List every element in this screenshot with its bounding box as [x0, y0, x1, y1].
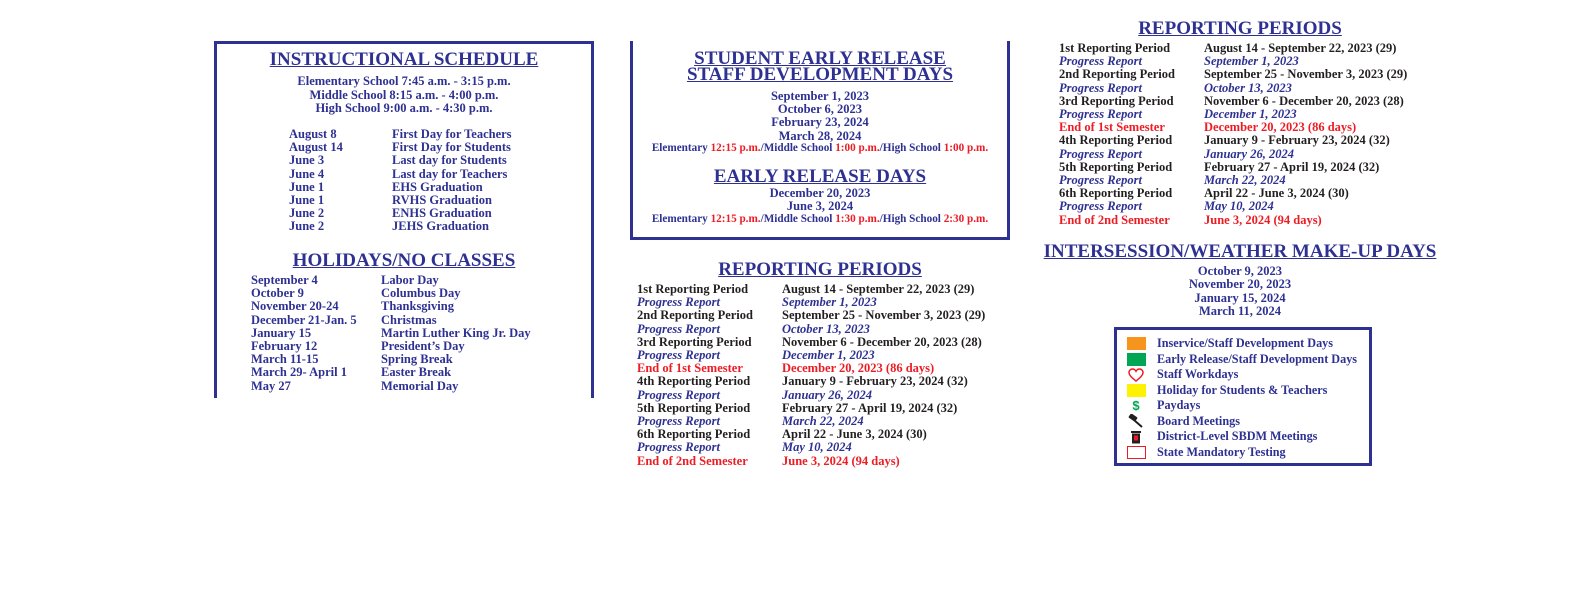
period-value: June 3, 2024 (94 days) [1204, 212, 1322, 227]
legend-label: State Mandatory Testing [1157, 444, 1286, 459]
intersession-dates [1040, 265, 1440, 318]
middle-label: /Middle School [760, 142, 836, 154]
period-value: January 26, 2024 [1204, 146, 1294, 161]
table-row [289, 154, 512, 167]
date-cell: March 29- April 1 [251, 365, 347, 380]
middle-label: /Middle School [760, 213, 836, 225]
heart-outline-icon [1125, 368, 1147, 381]
middle-time: Middle School 8:15 a.m. - 4:00 p.m. [309, 87, 499, 102]
event-cell: RVHS Graduation [392, 193, 492, 208]
table-row [1059, 134, 1407, 147]
event-cell: Thanksgiving [381, 299, 454, 314]
date-cell: June 1 [289, 179, 325, 194]
legend-label: District-Level SBDM Meetings [1157, 429, 1318, 444]
early-release-days-title: EARLY RELEASE DAYS [713, 166, 927, 187]
event-cell: First Day for Students [392, 140, 511, 155]
date-cell: December 21-Jan. 5 [251, 312, 357, 327]
period-label: Progress Report [1059, 80, 1142, 95]
early-release-dates [633, 90, 1007, 143]
early-release-times [633, 142, 1007, 155]
date-item: February 23, 2024 [771, 115, 869, 130]
event-cell: Last day for Teachers [392, 166, 508, 181]
instructional-schedule-box [214, 41, 594, 398]
legend-label: Paydays [1157, 398, 1201, 413]
period-value: May 10, 2024 [1204, 199, 1274, 214]
elementary-label: Elementary [651, 142, 711, 154]
period-value: April 22 - June 3, 2024 (30) [782, 427, 927, 442]
trash-can-icon [1125, 430, 1147, 443]
period-label: Progress Report [1059, 107, 1142, 122]
period-label: 1st Reporting Period [637, 282, 749, 296]
period-value: November 6 - December 20, 2023 (28) [782, 334, 982, 349]
legend-item [1125, 383, 1369, 399]
period-value: April 22 - June 3, 2024 (30) [1204, 186, 1349, 201]
period-label: 1st Reporting Period [1059, 41, 1171, 55]
legend-label: Early Release/Staff Development Days [1157, 351, 1358, 366]
date-item: October 6, 2023 [777, 102, 863, 117]
date-cell: June 1 [289, 193, 325, 208]
period-value: January 9 - February 23, 2024 (32) [782, 374, 968, 389]
legend-item [1125, 367, 1369, 383]
period-label: 5th Reporting Period [1059, 159, 1173, 174]
period-label: Progress Report [637, 295, 720, 310]
high-time: 1:00 p.m. [943, 142, 989, 154]
event-cell: Columbus Day [381, 286, 461, 301]
date-cell: August 8 [289, 127, 337, 141]
high-label: /High School [879, 213, 944, 225]
dollar-icon: $ [1132, 398, 1140, 414]
table-row [1059, 200, 1407, 213]
period-value: January 9 - February 23, 2024 (32) [1204, 133, 1390, 148]
legend-item [1125, 352, 1369, 368]
period-label: 4th Reporting Period [637, 374, 751, 389]
date-cell: October 9 [251, 286, 304, 301]
date-item: September 1, 2023 [770, 89, 870, 103]
legend-box [1114, 327, 1372, 466]
early-release-box [630, 41, 1010, 240]
period-value: December 1, 2023 [1204, 107, 1297, 122]
period-label: 5th Reporting Period [637, 400, 751, 415]
event-cell: Martin Luther King Jr. Day [381, 325, 531, 340]
period-label: Progress Report [1059, 146, 1142, 161]
event-cell: First Day for Teachers [392, 127, 512, 141]
period-label: End of 2nd Semester [1059, 212, 1170, 227]
event-cell: Christmas [381, 312, 437, 327]
table-row [289, 220, 512, 233]
date-cell: November 20-24 [251, 299, 339, 314]
period-value: December 20, 2023 (86 days) [1204, 120, 1357, 135]
period-value: October 13, 2023 [782, 321, 870, 336]
yellow-square-icon [1125, 384, 1147, 397]
reporting-periods-title-right: REPORTING PERIODS [1138, 18, 1342, 39]
period-value: February 27 - April 19, 2024 (32) [782, 400, 958, 415]
student-early-release-title [633, 48, 1007, 85]
legend-item [1125, 414, 1369, 430]
period-label: 2nd Reporting Period [1059, 67, 1175, 82]
high-time: 2:30 p.m. [943, 213, 989, 225]
date-cell: June 4 [289, 166, 325, 181]
gavel-icon [1125, 415, 1147, 428]
period-label: 6th Reporting Period [1059, 186, 1173, 201]
high-label: /High School [879, 142, 944, 154]
orange-square-icon [1125, 337, 1147, 350]
period-value: September 25 - November 3, 2023 (29) [782, 308, 986, 323]
period-value: November 6 - December 20, 2023 (28) [1204, 93, 1404, 108]
table-row [251, 300, 531, 313]
title-line-2: STAFF DEVELOPMENT DAYS [686, 64, 954, 85]
period-label: End of 2nd Semester [637, 453, 748, 468]
period-value: August 14 - September 22, 2023 (29) [782, 282, 975, 296]
table-row [251, 314, 531, 327]
period-label: 4th Reporting Period [1059, 133, 1173, 148]
period-label: Progress Report [637, 348, 720, 363]
period-label: 3rd Reporting Period [637, 334, 752, 349]
event-cell: President’s Day [381, 339, 465, 354]
table-row [637, 389, 985, 402]
elementary-label: Elementary [651, 213, 711, 225]
date-cell: August 14 [289, 140, 343, 155]
instructional-schedule-title: INSTRUCTIONAL SCHEDULE [269, 49, 539, 70]
reporting-periods-table-right [1059, 42, 1407, 227]
table-row [1059, 82, 1407, 95]
period-value: May 10, 2024 [782, 440, 852, 455]
period-label: 3rd Reporting Period [1059, 93, 1174, 108]
period-value: August 14 - September 22, 2023 (29) [1204, 41, 1397, 55]
period-value: September 1, 2023 [782, 295, 877, 310]
table-row [637, 375, 985, 388]
period-value: October 13, 2023 [1204, 80, 1292, 95]
holidays-table [251, 274, 531, 393]
intersession-title: INTERSESSION/WEATHER MAKE-UP DAYS [1043, 241, 1437, 262]
event-cell: Memorial Day [381, 378, 459, 393]
period-label: Progress Report [637, 414, 720, 429]
period-value: March 22, 2024 [782, 414, 864, 429]
middle-time: 1:00 p.m. [835, 142, 880, 154]
date-item: November 20, 2023 [1188, 277, 1292, 292]
high-time: High School 9:00 a.m. - 4:30 p.m. [315, 101, 493, 115]
date-cell: June 2 [289, 206, 325, 221]
period-value: September 1, 2023 [1204, 54, 1299, 69]
date-cell: February 12 [251, 339, 318, 354]
legend-label: Staff Workdays [1157, 367, 1239, 382]
period-label: Progress Report [637, 321, 720, 336]
legend-item [1125, 429, 1369, 445]
table-row [637, 441, 985, 454]
table-row [251, 380, 531, 393]
date-cell: June 3 [289, 153, 325, 168]
event-cell: Easter Break [381, 365, 452, 380]
title-line-1: STUDENT EARLY RELEASE [694, 48, 946, 69]
table-row [251, 366, 531, 379]
period-value: February 27 - April 19, 2024 (32) [1204, 159, 1380, 174]
elementary-time: 12:15 p.m. [710, 213, 761, 225]
early-release-days-dates [633, 187, 1007, 213]
period-label: 2nd Reporting Period [637, 308, 753, 323]
period-value: December 20, 2023 (86 days) [782, 361, 935, 376]
period-value: June 3, 2024 (94 days) [782, 453, 900, 468]
date-item: March 28, 2024 [778, 128, 862, 143]
event-cell: Labor Day [381, 273, 439, 287]
early-release-days-times [633, 213, 1007, 226]
date-cell: September 4 [251, 273, 318, 287]
period-value: March 22, 2024 [1204, 173, 1286, 188]
table-row [1059, 214, 1407, 227]
holidays-title: HOLIDAYS/NO CLASSES [292, 250, 516, 271]
period-label: Progress Report [637, 387, 720, 402]
legend-item [1125, 336, 1369, 352]
event-cell: Spring Break [381, 352, 453, 367]
elementary-time: Elementary School 7:45 a.m. - 3:15 p.m. [297, 74, 511, 88]
date-cell: June 2 [289, 219, 325, 234]
middle-time: 1:30 p.m. [835, 213, 880, 225]
date-item: June 3, 2024 [786, 199, 854, 214]
table-row [637, 323, 985, 336]
legend-label: Board Meetings [1157, 413, 1240, 428]
legend-label: Holiday for Students & Teachers [1157, 382, 1328, 397]
legend-item [1125, 445, 1369, 461]
date-cell: March 11-15 [251, 352, 319, 367]
green-square-icon [1125, 353, 1147, 366]
period-value: December 1, 2023 [782, 348, 875, 363]
event-cell: EHS Graduation [392, 179, 483, 194]
key-dates-table [289, 128, 512, 234]
date-cell: May 27 [251, 378, 291, 393]
event-cell: ENHS Graduation [392, 206, 492, 221]
reporting-periods-title-middle: REPORTING PERIODS [718, 259, 922, 280]
period-value: September 25 - November 3, 2023 (29) [1204, 67, 1408, 82]
period-label: End of 1st Semester [637, 361, 743, 376]
date-item: March 11, 2024 [1198, 303, 1282, 318]
period-label: Progress Report [1059, 199, 1142, 214]
period-label: 6th Reporting Period [637, 427, 751, 442]
event-cell: JEHS Graduation [392, 219, 489, 234]
period-label: End of 1st Semester [1059, 120, 1165, 135]
date-cell: January 15 [251, 325, 312, 340]
legend-item [1125, 398, 1369, 414]
date-item: December 20, 2023 [769, 186, 871, 200]
period-label: Progress Report [637, 440, 720, 455]
red-outline-square-icon [1125, 446, 1147, 459]
date-item: January 15, 2024 [1194, 290, 1286, 305]
table-row [289, 168, 512, 181]
table-row [1059, 148, 1407, 161]
legend-label: Inservice/Staff Development Days [1157, 336, 1334, 351]
table-row [637, 455, 985, 468]
event-cell: Last day for Students [392, 153, 507, 168]
table-row [1059, 68, 1407, 81]
school-times [217, 75, 591, 116]
elementary-time: 12:15 p.m. [710, 142, 761, 154]
period-label: Progress Report [1059, 173, 1142, 188]
reporting-periods-table-middle [637, 283, 985, 468]
period-label: Progress Report [1059, 54, 1142, 69]
date-item: October 9, 2023 [1197, 264, 1283, 278]
table-row [637, 309, 985, 322]
period-value: January 26, 2024 [782, 387, 872, 402]
